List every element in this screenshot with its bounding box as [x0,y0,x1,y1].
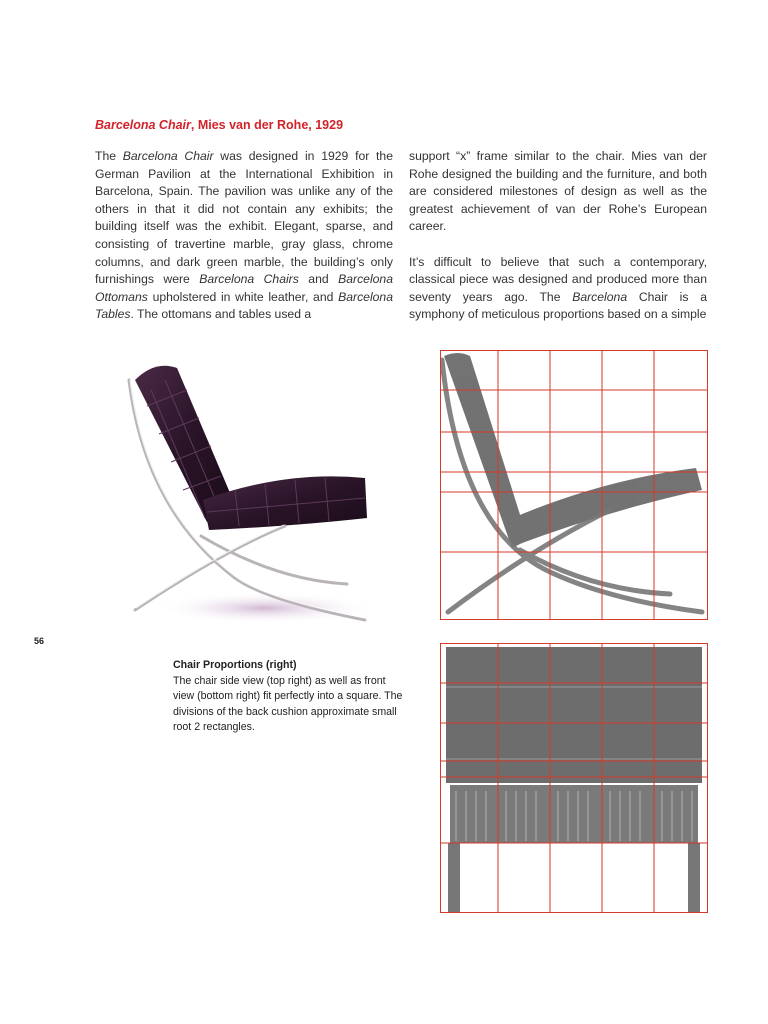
italic-title-run: Barcelona Tables [95,289,393,322]
italic-title-run: Barcelona Chairs [199,272,299,287]
italic-title-run: Barcelona [572,289,628,304]
front-view-proportion-diagram [440,643,708,913]
text-run: Chair is a symphony of meticulous proportions based on a simple [409,289,707,322]
article-heading [95,118,343,132]
page-number: 56 [34,636,45,646]
heading-designer-year: , Mies van der Rohe, 1929 [190,118,344,132]
barcelona-chair-photo [115,350,405,640]
text-run: It’s difficult to believe that such a contemporary, classical piece was designed and produced more than seventy years ago. The [409,254,707,304]
body-paragraph-2 [409,254,707,324]
body-paragraph-1 [95,148,393,324]
text-run: support “x” frame similar to the chair. Mies van der Rohe designed the building and the furniture, and both are considered milestones of design as well as the greatest achievement of van der Rohe’s European career. [409,149,707,234]
text-run: upholstered in white leather, and [147,289,339,304]
text-run: The [95,149,123,163]
body-paragraph-1-continued [409,148,707,236]
figure-caption [173,658,403,736]
caption-text: The chair side view (top right) as well as front view (bottom right) fit perfectly into a square. The divisions of the back cushion approximate small root 2 rectangles. [173,674,403,733]
italic-title-run: Barcelona Ottomans [95,272,393,304]
heading-chair-name: Barcelona Chair [95,118,191,132]
text-run: was designed in 1929 for the German Pavilion at the International Exhibition in Barcelona, Spain. The pavilion was unlike any of the others in that it did not contain any exhibits; the building itself was the exhibit. Elegant, sparse, and consisting of travertine marble, gray glass, chrome columns, and dark green marble, the building’s only furnishings were [95,149,393,287]
text-run: . The ottomans and tables used a [130,307,312,322]
caption-title: Chair Proportions (right) [173,659,297,671]
body-column-right [409,148,707,342]
body-column-left [95,148,393,342]
text-run: and [298,272,339,287]
side-view-proportion-diagram [440,350,708,620]
italic-title-run: Barcelona Chair [122,149,214,163]
